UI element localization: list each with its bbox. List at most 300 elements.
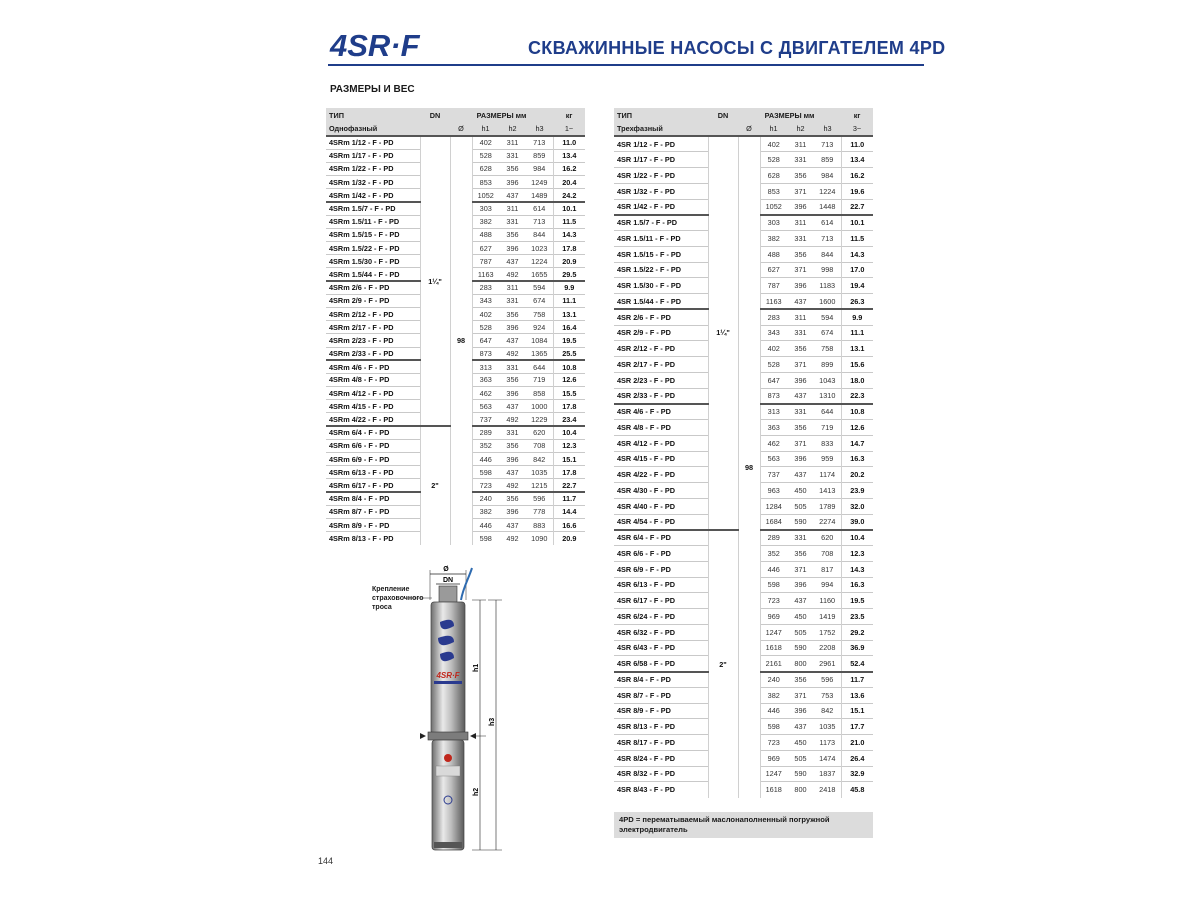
- h1-cell: 363: [760, 420, 787, 436]
- type-cell: 4SR 6/58 - F - PD: [617, 658, 675, 668]
- h1-cell: 598: [760, 577, 787, 593]
- dn-cell: 1¼": [420, 136, 450, 426]
- h2-cell: 437: [506, 190, 519, 200]
- h2-cell: 371: [794, 186, 807, 196]
- h2-cell: 331: [794, 155, 807, 165]
- kg-cell: 15.5: [553, 387, 585, 400]
- h1-cell: 1618: [760, 782, 787, 798]
- h1-cell: 528: [472, 149, 499, 162]
- kg-cell: 12.6: [553, 373, 585, 386]
- h1-cell: 283: [760, 309, 787, 325]
- h2-cell: 331: [787, 404, 814, 420]
- kg-cell: 10.8: [553, 360, 585, 373]
- kg-cell: 9.9: [841, 309, 873, 325]
- h2-cell: 492: [506, 414, 519, 424]
- h1-cell: 363: [472, 373, 499, 386]
- h3-cell: 1310: [819, 391, 836, 401]
- h1-cell: 1247: [760, 766, 787, 782]
- page-title: СКВАЖИННЫЕ НАСОСЫ С ДВИГАТЕЛЕМ 4PD: [528, 38, 946, 58]
- col-h1: h1: [769, 124, 778, 133]
- kg-cell: 26.4: [841, 750, 873, 766]
- dia-cell: 98: [738, 136, 760, 798]
- h1-cell: 1163: [472, 268, 499, 281]
- type-cell: 4SR 1.5/11 - F - PD: [617, 233, 681, 243]
- h3-cell: 596: [814, 672, 841, 688]
- h2-cell: 396: [794, 202, 807, 212]
- safety-label-1: Крепление: [372, 586, 410, 593]
- h3-cell: 778: [533, 507, 546, 517]
- h1-cell: 598: [472, 532, 499, 545]
- h2-cell: 356: [506, 375, 519, 385]
- h2-cell: 437: [794, 722, 807, 732]
- h2-cell: 437: [506, 256, 519, 266]
- h3-cell: 842: [821, 706, 834, 716]
- h1-cell: 1052: [472, 189, 499, 202]
- h3-cell: 753: [821, 690, 834, 700]
- type-cell: 4SRm 2/23 - F - PD: [329, 335, 394, 345]
- kg-cell: 17.7: [841, 719, 873, 735]
- kg-cell: 45.8: [841, 782, 873, 798]
- type-cell: 4SRm 8/9 - F - PD: [329, 520, 390, 530]
- type-cell: 4SR 2/17 - F - PD: [617, 359, 675, 369]
- h3-cell: 674: [821, 328, 834, 338]
- phase-symbol: 3~: [852, 124, 862, 133]
- kg-cell: 16.2: [841, 168, 873, 184]
- kg-cell: 29.5: [553, 268, 585, 281]
- h2-cell: 396: [506, 388, 519, 398]
- kg-cell: 14.4: [553, 505, 585, 518]
- h3-cell: 859: [533, 151, 546, 161]
- h3-cell: 817: [821, 564, 834, 574]
- h2-cell: 331: [499, 426, 526, 439]
- type-cell: 4SR 4/30 - F - PD: [617, 485, 675, 495]
- h3-cell: 708: [821, 548, 834, 558]
- h3-cell: 1752: [819, 627, 836, 637]
- h2-cell: 396: [506, 177, 519, 187]
- kg-cell: 14.3: [841, 246, 873, 262]
- kg-cell: 17.8: [553, 400, 585, 413]
- safety-label-2: страховочного: [372, 595, 424, 602]
- h2-cell: 396: [794, 375, 807, 385]
- table-row: [614, 136, 873, 152]
- h1-cell: 1052: [760, 199, 787, 215]
- h3-cell: 1474: [819, 753, 836, 763]
- kg-cell: 13.1: [841, 341, 873, 357]
- type-cell: 4SR 6/6 - F - PD: [617, 548, 671, 558]
- type-cell: 4SR 8/7 - F - PD: [617, 690, 671, 700]
- h2-cell: 437: [794, 391, 807, 401]
- col-type: ТИП: [617, 110, 632, 120]
- h1-cell: 528: [472, 321, 499, 334]
- col-dia: Ø: [458, 124, 464, 133]
- col-dn: DN: [717, 110, 729, 120]
- h2-cell: 590: [794, 517, 807, 527]
- kg-cell: 20.2: [841, 467, 873, 483]
- h2-cell: 311: [499, 202, 526, 215]
- kg-cell: 25.5: [553, 347, 585, 360]
- h2-cell: 396: [794, 454, 807, 464]
- type-cell: 4SR 1/42 - F - PD: [617, 202, 675, 212]
- kg-cell: 52.4: [841, 656, 873, 672]
- h3-cell: 620: [814, 530, 841, 546]
- pump-logo-text: 4SR·F: [436, 671, 460, 680]
- h3-cell: 1000: [531, 401, 548, 411]
- h2-cell: 331: [506, 151, 519, 161]
- h1-cell: 313: [760, 404, 787, 420]
- h3-cell: 674: [533, 296, 546, 306]
- h3-cell: 2418: [819, 785, 836, 795]
- kg-cell: 17.0: [841, 262, 873, 278]
- h3-cell: 844: [533, 230, 546, 240]
- h3-cell: 1229: [531, 414, 548, 424]
- h2-cell: 331: [794, 233, 807, 243]
- logo-text: 4SR·F: [330, 28, 420, 61]
- type-cell: 4SRm 6/9 - F - PD: [329, 454, 390, 464]
- kg-cell: 16.6: [553, 518, 585, 531]
- kg-cell: 19.5: [841, 593, 873, 609]
- type-cell: 4SR 2/12 - F - PD: [617, 344, 675, 354]
- kg-cell: 16.3: [841, 577, 873, 593]
- h2-cell: 311: [787, 215, 814, 231]
- type-cell: 4SRm 6/6 - F - PD: [329, 441, 390, 451]
- kg-cell: 11.1: [841, 325, 873, 341]
- h2-cell: 371: [794, 690, 807, 700]
- h2-cell: 437: [506, 520, 519, 530]
- h2-cell: 311: [499, 281, 526, 294]
- type-cell: 4SRm 8/13 - F - PD: [329, 533, 394, 543]
- h1-cell: 240: [760, 672, 787, 688]
- col-type: ТИП: [329, 110, 344, 120]
- h2-cell: 356: [794, 249, 807, 259]
- col-dims: РАЗМЕРЫ мм: [476, 110, 527, 120]
- type-cell: 4SRm 1/12 - F - PD: [326, 136, 420, 149]
- col-dims: РАЗМЕРЫ мм: [764, 110, 815, 120]
- h3-cell: 708: [533, 441, 546, 451]
- h3-cell: 883: [533, 520, 546, 530]
- h1-cell: 446: [760, 561, 787, 577]
- kg-cell: 10.1: [841, 215, 873, 231]
- h3-cell: 620: [526, 426, 553, 439]
- header-divider: [328, 64, 924, 66]
- h3-cell: 984: [821, 170, 834, 180]
- table1-body: [326, 136, 585, 545]
- kg-cell: 10.4: [841, 530, 873, 546]
- h2-cell: 437: [506, 335, 519, 345]
- h3-cell: 1600: [819, 296, 836, 306]
- h2-cell: 437: [794, 596, 807, 606]
- h3-cell: 713: [533, 217, 546, 227]
- h1-cell: 402: [472, 136, 499, 149]
- h3-cell: 1215: [531, 480, 548, 490]
- kg-cell: 29.2: [841, 624, 873, 640]
- h2-cell: 492: [506, 480, 519, 490]
- h3-cell: 984: [533, 164, 546, 174]
- kg-cell: 9.9: [553, 281, 585, 294]
- kg-cell: 13.4: [841, 152, 873, 168]
- h1-cell: 627: [760, 262, 787, 278]
- type-cell: 4SR 1.5/15 - F - PD: [617, 249, 682, 259]
- kg-cell: 15.1: [553, 453, 585, 466]
- h2-cell: 396: [794, 706, 807, 716]
- col-dn: DN: [429, 110, 441, 120]
- col-h2: h2: [508, 124, 517, 133]
- h2-cell: 371: [794, 359, 807, 369]
- h1-cell: 628: [472, 162, 499, 175]
- h2-cell: 331: [506, 217, 519, 227]
- h2-cell: 356: [787, 672, 814, 688]
- h3-cell: 1224: [819, 186, 836, 196]
- kg-cell: 11.1: [553, 294, 585, 307]
- h1-cell: 313: [472, 360, 499, 373]
- kg-cell: 22.7: [553, 479, 585, 492]
- kg-cell: 20.9: [553, 532, 585, 545]
- kg-cell: 14.3: [553, 228, 585, 241]
- kg-cell: 11.7: [553, 492, 585, 505]
- h1-cell: 488: [472, 228, 499, 241]
- h3-cell: 719: [533, 375, 546, 385]
- type-cell: 4SRm 1.5/11 - F - PD: [329, 217, 400, 227]
- col-kg: кг: [565, 110, 573, 120]
- type-cell: 4SR 1/32 - F - PD: [617, 186, 675, 196]
- type-cell: 4SR 6/13 - F - PD: [617, 580, 675, 590]
- h2-cell: 505: [794, 753, 807, 763]
- h2-cell: 371: [794, 438, 807, 448]
- h1-cell: 382: [472, 505, 499, 518]
- h1-cell: 343: [760, 325, 787, 341]
- h2-cell: 311: [787, 309, 814, 325]
- h2-cell: 371: [794, 564, 807, 574]
- type-cell: 4SR 1/17 - F - PD: [617, 155, 675, 165]
- h1-cell: 2161: [760, 656, 787, 672]
- h2-cell: 356: [506, 309, 519, 319]
- h3-cell: 1043: [819, 375, 836, 385]
- h3-cell: 899: [821, 359, 834, 369]
- h1-cell: 289: [472, 426, 499, 439]
- h3-cell: 1035: [531, 467, 548, 477]
- h1-cell: 647: [760, 372, 787, 388]
- type-cell: 4SRm 1/32 - F - PD: [329, 177, 394, 187]
- h2-cell: 590: [794, 769, 807, 779]
- h3-cell: 1365: [531, 348, 548, 358]
- type-cell: 4SRm 4/12 - F - PD: [329, 388, 394, 398]
- h3-cell: 1789: [819, 501, 836, 511]
- col-kg: кг: [853, 110, 861, 120]
- kg-cell: 23.5: [841, 609, 873, 625]
- h3-cell: 842: [533, 454, 546, 464]
- type-cell: 4SRm 6/4 - F - PD: [326, 426, 420, 439]
- kg-cell: 26.3: [841, 294, 873, 310]
- h3-cell: 596: [526, 492, 553, 505]
- h3-cell: 1090: [531, 533, 548, 543]
- h2-cell: 331: [499, 360, 526, 373]
- kg-cell: 23.4: [553, 413, 585, 426]
- kg-cell: 32.9: [841, 766, 873, 782]
- h3-cell: 1173: [819, 737, 836, 747]
- h1-cell: 598: [472, 466, 499, 479]
- h1-cell: 462: [472, 387, 499, 400]
- type-cell: 4SR 4/8 - F - PD: [617, 422, 671, 432]
- type-cell: 4SRm 8/4 - F - PD: [326, 492, 420, 505]
- h2-cell: 356: [506, 230, 519, 240]
- pump-diagram: [368, 560, 508, 860]
- page-number: 144: [318, 856, 334, 866]
- h3-cell: 1224: [531, 256, 548, 266]
- note-line-1: 4PD = перематываемый маслонаполненный погружной: [619, 815, 830, 824]
- h2-cell: 437: [506, 467, 519, 477]
- h1-cell: 963: [760, 483, 787, 499]
- h3-cell: 844: [821, 249, 834, 259]
- h2-cell: 356: [794, 344, 807, 354]
- brand-logo: [328, 27, 450, 61]
- dia-cell: 98: [450, 136, 472, 545]
- kg-cell: 22.3: [841, 388, 873, 404]
- h1-cell: 723: [760, 593, 787, 609]
- h1-cell: 382: [472, 215, 499, 228]
- dn-cell: 2": [420, 426, 450, 545]
- h3-cell: 959: [821, 454, 834, 464]
- motor-note: [614, 812, 873, 838]
- dn-cell: 2": [708, 530, 738, 798]
- kg-cell: 17.8: [553, 466, 585, 479]
- type-cell: 4SR 1/12 - F - PD: [614, 136, 708, 152]
- kg-cell: 16.2: [553, 162, 585, 175]
- three-phase-table: [614, 108, 873, 798]
- kg-cell: 12.3: [553, 439, 585, 452]
- kg-cell: 16.3: [841, 451, 873, 467]
- kg-cell: 10.1: [553, 202, 585, 215]
- col-h3: h3: [823, 124, 832, 133]
- kg-cell: 13.6: [841, 687, 873, 703]
- h1-cell: 1163: [760, 294, 787, 310]
- type-cell: 4SR 8/4 - F - PD: [614, 672, 708, 688]
- h1-cell: 1618: [760, 640, 787, 656]
- h3-cell: 998: [821, 265, 834, 275]
- dim-dia-label: Ø: [443, 566, 449, 573]
- h1-cell: 382: [760, 687, 787, 703]
- kg-cell: 11.0: [553, 136, 585, 149]
- h2-cell: 356: [794, 422, 807, 432]
- h3-cell: 1655: [531, 269, 548, 279]
- h3-cell: 1489: [531, 190, 548, 200]
- h1-cell: 647: [472, 334, 499, 347]
- type-cell: 4SRm 2/9 - F - PD: [329, 296, 390, 306]
- h2-cell: 450: [794, 485, 807, 495]
- h2-cell: 450: [794, 611, 807, 621]
- h2-cell: 311: [787, 136, 814, 152]
- type-cell: 4SRm 1/17 - F - PD: [329, 151, 394, 161]
- kg-cell: 18.0: [841, 372, 873, 388]
- h3-cell: 758: [821, 344, 834, 354]
- h2-cell: 396: [506, 322, 519, 332]
- type-cell: 4SR 4/6 - F - PD: [614, 404, 708, 420]
- h3-cell: 758: [533, 309, 546, 319]
- h3-cell: 644: [526, 360, 553, 373]
- col-h1: h1: [481, 124, 490, 133]
- type-cell: 4SR 1.5/22 - F - PD: [617, 265, 682, 275]
- h2-cell: 356: [506, 164, 519, 174]
- h2-cell: 800: [794, 785, 807, 795]
- h1-cell: 402: [760, 341, 787, 357]
- h3-cell: 1419: [819, 611, 836, 621]
- h2-cell: 356: [794, 170, 807, 180]
- h3-cell: 994: [821, 580, 834, 590]
- pump-drawing: [368, 560, 508, 860]
- h1-cell: 723: [760, 735, 787, 751]
- h3-cell: 1413: [819, 485, 836, 495]
- h1-cell: 343: [472, 294, 499, 307]
- kg-cell: 19.6: [841, 183, 873, 199]
- type-cell: 4SR 6/4 - F - PD: [614, 530, 708, 546]
- h1-cell: 853: [760, 183, 787, 199]
- h3-cell: 594: [526, 281, 553, 294]
- h2-cell: 356: [499, 492, 526, 505]
- type-cell: 4SR 4/22 - F - PD: [617, 470, 675, 480]
- h1-cell: 853: [472, 176, 499, 189]
- type-cell: 4SR 1.5/7 - F - PD: [614, 215, 708, 231]
- col-dia: Ø: [746, 124, 752, 133]
- table-row: [326, 136, 585, 149]
- h3-cell: 1249: [531, 177, 548, 187]
- phase-label: Однофазный: [329, 124, 378, 133]
- h1-cell: 723: [472, 479, 499, 492]
- h3-cell: 1174: [819, 470, 836, 480]
- h2-cell: 331: [787, 530, 814, 546]
- h2-cell: 311: [499, 136, 526, 149]
- h2-cell: 492: [506, 348, 519, 358]
- type-cell: 4SR 2/33 - F - PD: [617, 391, 675, 401]
- h1-cell: 462: [760, 435, 787, 451]
- type-cell: 4SRm 4/8 - F - PD: [329, 375, 390, 385]
- h1-cell: 1684: [760, 514, 787, 530]
- h3-cell: 713: [821, 233, 834, 243]
- h1-cell: 446: [760, 703, 787, 719]
- type-cell: 4SRm 1.5/44 - F - PD: [329, 269, 400, 279]
- kg-cell: 15.6: [841, 357, 873, 373]
- h1-cell: 240: [472, 492, 499, 505]
- type-cell: 4SR 8/9 - F - PD: [617, 706, 671, 716]
- h3-cell: 1084: [531, 335, 548, 345]
- type-cell: 4SRm 6/17 - F - PD: [329, 480, 394, 490]
- h2-cell: 505: [794, 501, 807, 511]
- kg-cell: 19.5: [553, 334, 585, 347]
- dim-h3-label: h3: [489, 717, 496, 726]
- h3-cell: 1183: [819, 281, 836, 291]
- type-cell: 4SRm 2/12 - F - PD: [329, 309, 394, 319]
- h1-cell: 1247: [760, 624, 787, 640]
- dn-cell: 1¼": [708, 136, 738, 530]
- type-cell: 4SRm 8/7 - F - PD: [329, 507, 390, 517]
- type-cell: 4SRm 4/15 - F - PD: [329, 401, 394, 411]
- type-cell: 4SR 2/9 - F - PD: [617, 328, 671, 338]
- h2-cell: 590: [794, 643, 807, 653]
- h3-cell: 2274: [819, 517, 836, 527]
- phase-symbol: 1~: [564, 124, 574, 133]
- type-cell: 4SR 2/6 - F - PD: [614, 309, 708, 325]
- kg-cell: 21.0: [841, 735, 873, 751]
- kg-cell: 20.9: [553, 255, 585, 268]
- type-cell: 4SR 1.5/44 - F - PD: [617, 296, 682, 306]
- h1-cell: 488: [760, 246, 787, 262]
- h2-cell: 437: [794, 470, 807, 480]
- kg-cell: 23.9: [841, 483, 873, 499]
- h3-cell: 1160: [819, 596, 836, 606]
- kg-cell: 12.6: [841, 420, 873, 436]
- safety-label-3: троса: [372, 604, 392, 611]
- kg-cell: 12.3: [841, 546, 873, 562]
- h2-cell: 356: [794, 548, 807, 558]
- h3-cell: 614: [526, 202, 553, 215]
- type-cell: 4SR 4/15 - F - PD: [617, 454, 675, 464]
